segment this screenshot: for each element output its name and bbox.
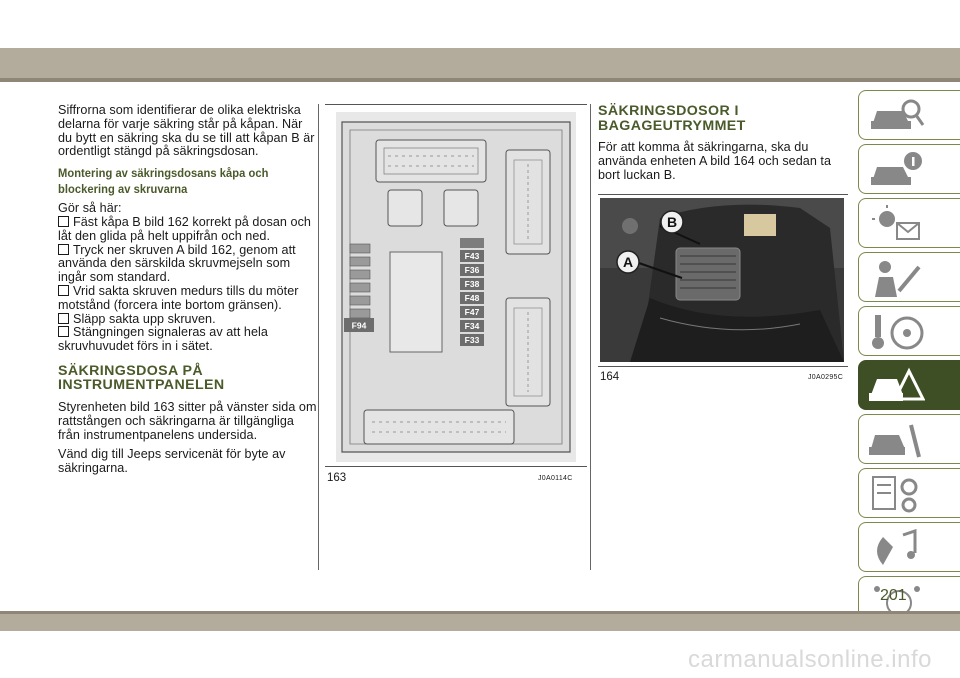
car-magnifier-icon [869, 95, 925, 137]
figure-164-bottom-rule [598, 366, 848, 367]
figure-164-number: 164 [600, 371, 620, 383]
intro-paragraph: Siffrorna som identifierar de olika elektriska delarna för varje säkring står på kåpan. När du bytt en säkring ska du se till att kåpan B är ordentligt stängd på säkringsdosan. [58, 103, 315, 159]
step-item: Vrid sakta skruven medurs tills du möter motstånd (forcera inte bortom gränsen). [58, 283, 299, 312]
fuse-label-side: F94 [351, 320, 367, 331]
multimedia-music-icon [869, 527, 925, 569]
tab-warning-lights[interactable] [858, 198, 960, 248]
car-wrench-icon [869, 419, 925, 461]
checkbox-bullet-icon [58, 313, 69, 324]
tab-emergency[interactable] [858, 360, 960, 410]
fuse-label: F43 [464, 251, 480, 261]
section-heading-instrument-panel: SÄKRINGSDOSA PÅ INSTRUMENTPANELEN [58, 362, 225, 394]
page-number: 201 [880, 587, 907, 604]
car-info-icon [869, 149, 925, 191]
fuse-label: F47 [464, 307, 480, 317]
specifications-gears-icon [869, 473, 925, 515]
paragraph-control-unit: Styrenheten bild 163 sitter på vänster sida om rattstången och säkringarna är tillgängliga från instrumentpanelens undersida. [58, 399, 317, 442]
key-steering-wheel-icon [869, 311, 925, 353]
figure-163-top-rule [325, 104, 587, 105]
tab-car-info[interactable] [858, 144, 960, 194]
watermark-text: carmanualsonline.info [688, 646, 932, 673]
fuse-label: F34 [464, 321, 480, 331]
figure-163-code: J0A0114C [538, 475, 573, 482]
figure-164-top-rule [598, 194, 848, 195]
column-divider [318, 104, 319, 570]
top-rule [0, 78, 960, 82]
tab-starting-driving[interactable] [858, 306, 960, 356]
seatbelt-airbag-icon [869, 257, 925, 299]
car-breakdown-warning-icon [869, 365, 925, 407]
tab-safety[interactable] [858, 252, 960, 302]
bottom-band [0, 614, 960, 631]
top-band [0, 48, 960, 78]
tab-car-magnifier[interactable] [858, 90, 960, 140]
warning-light-envelope-icon [869, 203, 925, 245]
fuse-label: F38 [464, 279, 480, 289]
paragraph-service: Vänd dig till Jeeps servicenät för byte av säkringarna. [58, 447, 286, 476]
tab-maintenance[interactable] [858, 414, 960, 464]
steps-intro: Gör så här: [58, 201, 122, 216]
label-a: A [622, 254, 634, 270]
step-item: Släpp sakta upp skruven. [58, 313, 318, 327]
step-item: Stängningen signaleras av att hela skruvhuvudet förs in i sätet. [58, 325, 268, 354]
fuse-label: F48 [464, 293, 480, 303]
checkbox-bullet-icon [58, 244, 69, 255]
figure-164-code: J0A0295C [808, 374, 844, 381]
tab-technical-data[interactable] [858, 468, 960, 518]
tab-multimedia[interactable] [858, 522, 960, 572]
left-column [58, 104, 318, 482]
figure-163-number: 163 [327, 472, 347, 484]
label-b: B [666, 214, 678, 230]
figure-163-bottom-rule [325, 466, 587, 467]
checkbox-bullet-icon [58, 285, 69, 296]
fuse-label: F33 [464, 335, 480, 345]
checkbox-bullet-icon [58, 326, 69, 337]
step-item: Fäst kåpa B bild 162 korrekt på dosan och låt den glida på helt uppifrån och ned. [58, 214, 311, 243]
checkbox-bullet-icon [58, 216, 69, 227]
column-divider [590, 104, 591, 570]
figure-164-luggage-photo [600, 198, 844, 362]
subheading-cover-mounting: Montering av säkringsdosans kåpa och blockering av skruvarna [58, 166, 269, 197]
paragraph-luggage: För att komma åt säkringarna, ska du använda enheten A bild 164 och sedan ta bort luckan B. [598, 140, 832, 182]
step-item: Tryck ner skruven A bild 162, genom att använda den särskilda skruvmejseln som ingår som standard. [58, 242, 296, 285]
section-heading-luggage: SÄKRINGSDOSOR I BAGAGEUTRYMMET [598, 103, 746, 134]
right-column [598, 104, 848, 188]
fuse-label: F36 [464, 265, 480, 275]
figure-163-fuse-box-illustration [336, 112, 576, 462]
